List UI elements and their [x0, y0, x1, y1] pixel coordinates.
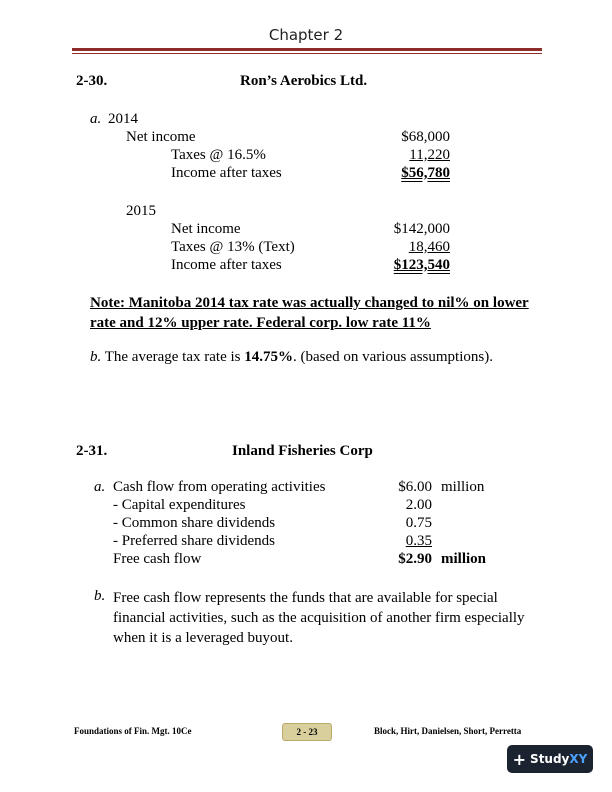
row-value: $68,000 — [401, 129, 450, 145]
problem-number: 2-30. — [76, 73, 108, 89]
footer-book-title: Foundations of Fin. Mgt. 10Ce — [74, 726, 192, 736]
row-label: Taxes @ 13% (Text) — [171, 239, 295, 255]
header-rule-thick — [72, 48, 542, 51]
part-b — [90, 349, 493, 366]
row-total: $2.90 — [398, 551, 432, 567]
tax-note: Note: Manitoba 2014 tax rate was actually changed to nil% on lower rate and 12% upper rate. Federal corp. low rate 11% — [90, 295, 529, 331]
average-tax-rate: 14.75% — [244, 349, 293, 365]
row-label: Income after taxes — [171, 165, 282, 181]
part-b-text: The average tax rate is — [104, 349, 245, 365]
row-value: $142,000 — [393, 221, 450, 237]
plus-icon: + — [512, 749, 527, 769]
row-label: - Capital expenditures — [113, 497, 246, 513]
chapter-heading: Chapter 2 — [268, 26, 344, 44]
page-number: 2 - 23 — [282, 723, 332, 741]
row-total: $123,540 — [393, 257, 450, 273]
year-label: 2014 — [108, 111, 138, 127]
part-b-text-end: . (based on various assumptions). — [293, 349, 493, 365]
row-label: Net income — [171, 221, 241, 237]
row-value: $6.00 — [398, 479, 432, 495]
part-b-label: b. — [94, 588, 106, 604]
problem-number: 2-31. — [76, 443, 108, 459]
row-value: 2.00 — [405, 497, 432, 513]
brand-name: StudyXY — [530, 752, 588, 766]
row-label: Net income — [126, 129, 196, 145]
row-label: - Preferred share dividends — [113, 533, 276, 549]
row-label: Income after taxes — [171, 257, 282, 273]
row-unit: million — [441, 479, 485, 495]
row-value: 0.35 — [405, 533, 432, 549]
problem-title: Inland Fisheries Corp — [232, 443, 373, 459]
year-label: 2015 — [126, 203, 156, 219]
part-a-label: a. — [90, 111, 102, 127]
row-label: Taxes @ 16.5% — [171, 147, 266, 163]
row-label: - Common share dividends — [113, 515, 276, 531]
footer-authors: Block, Hirt, Danielsen, Short, Perretta — [374, 726, 522, 736]
part-b-label: b. — [90, 349, 102, 365]
row-value: 18,460 — [408, 239, 450, 255]
row-value: 11,220 — [409, 147, 450, 163]
problem-title: Ron’s Aerobics Ltd. — [240, 73, 368, 89]
row-label: Cash flow from operating activities — [113, 479, 326, 495]
row-total: $56,780 — [401, 165, 450, 181]
row-label: Free cash flow — [113, 551, 202, 567]
part-b-text: Free cash flow represents the funds that are available for special financial activities, such as the acquisition of another firm especially when it is a leveraged buyout. — [113, 590, 525, 646]
row-value: 0.75 — [405, 515, 432, 531]
studyxy-badge[interactable] — [507, 745, 593, 773]
row-unit: million — [441, 551, 487, 567]
part-a-label: a. — [94, 479, 106, 495]
header-rule-thin — [72, 53, 542, 54]
